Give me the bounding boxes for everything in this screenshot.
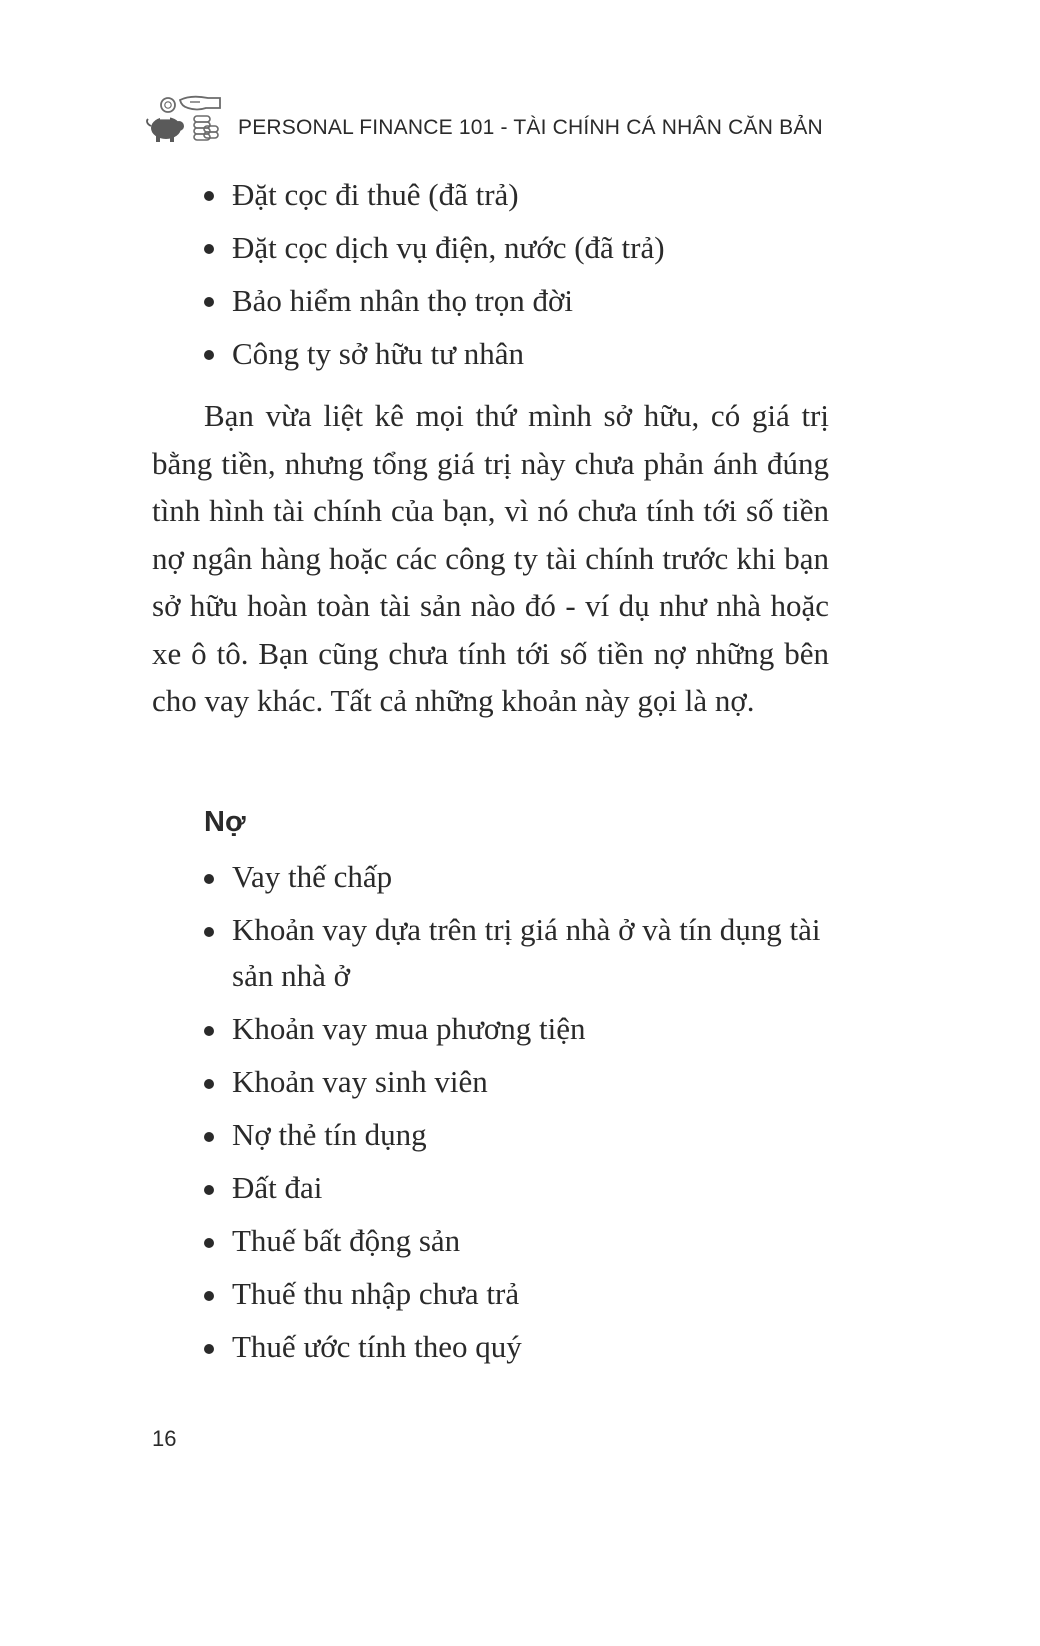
piggy-bank-coins-icon bbox=[142, 86, 224, 150]
list-item: Đặt cọc dịch vụ điện, nước (đã trả) bbox=[204, 224, 864, 271]
list-item: Thuế bất động sản bbox=[204, 1218, 832, 1264]
list-item: Vay thế chấp bbox=[204, 854, 832, 900]
list-item: Bảo hiểm nhân thọ trọn đời bbox=[204, 277, 864, 324]
assets-bullet-list bbox=[204, 171, 864, 383]
list-item: Đất đai bbox=[204, 1165, 832, 1211]
debts-bullet-list bbox=[204, 854, 832, 1377]
page-number: 16 bbox=[152, 1426, 177, 1451]
list-item: Công ty sở hữu tư nhân bbox=[204, 330, 864, 377]
list-item: Khoản vay mua phương tiện bbox=[204, 1006, 832, 1052]
body-paragraph: Bạn vừa liệt kê mọi thứ mình sở hữu, có giá trị bằng tiền, nhưng tổng giá trị này chưa phản ánh đúng tình hình tài chính của bạn, vì nó chưa tính tới số tiền nợ ngân hàng hoặc các công ty tài chính trước khi bạn sở hữu hoàn toàn tài sản nào đó - ví dụ như nhà hoặc xe ô tô. Bạn cũng chưa tính tới số tiền nợ những bên cho vay khác. Tất cả những khoản này gọi là nợ. bbox=[152, 398, 829, 718]
list-item: Đặt cọc đi thuê (đã trả) bbox=[204, 171, 864, 218]
list-item: Thuế ước tính theo quý bbox=[204, 1324, 832, 1370]
section-heading-debts: Nợ bbox=[204, 806, 246, 838]
list-item: Thuế thu nhập chưa trả bbox=[204, 1271, 832, 1317]
header-title: PERSONAL FINANCE 101 - TÀI CHÍNH CÁ NHÂN CĂN BẢN bbox=[238, 116, 823, 139]
list-item: Nợ thẻ tín dụng bbox=[204, 1112, 832, 1158]
running-header bbox=[142, 86, 823, 150]
list-item: Khoản vay dựa trên trị giá nhà ở và tín dụng tài sản nhà ở bbox=[204, 907, 832, 999]
list-item: Khoản vay sinh viên bbox=[204, 1059, 832, 1105]
